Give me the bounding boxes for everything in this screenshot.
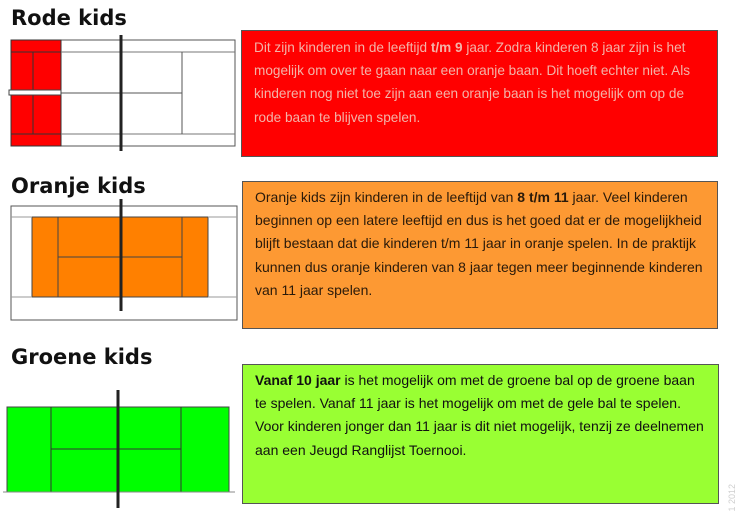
rode-kids-text: Dit zijn kinderen in de leeftijd t/m 9 jaar. Zodra kinderen 8 jaar zijn is het mogelijk om over te gaan naar een oranje baan. Dit hoeft echter niet. Als kinderen nog niet toe zijn aan een oranje baan is het mogelijk om op de rode baan te blijven spelen.: [254, 40, 691, 125]
oranje-kids-info-box: [242, 181, 718, 329]
groene-kids-text: Vanaf 10 jaar is het mogelijk om met de groene bal op de groene baan te spelen. Vanaf 11 jaar is het mogelijk om met de gele bal te spelen. Voor kinderen jonger dan 11 jaar is dit niet mogelijk, tenzij ze deelnemen aan een Jeugd Ranglijst Toernooi.: [255, 372, 704, 458]
heading-groene-kids: Groene kids: [11, 345, 153, 369]
heading-oranje-kids: Oranje kids: [11, 174, 146, 198]
watermark-text: 1 2012: [727, 484, 737, 512]
oranje-kids-text: Oranje kids zijn kinderen in de leeftijd van 8 t/m 11 jaar. Veel kinderen beginnen op een latere leeftijd en dus is het goed dat er de mogelijkheid blijft bestaan dat die kinderen t/m 11 jaar in oranje spelen. In de praktijk kunnen dus oranje kinderen van 8 jaar tegen meer beginnende kinderen van 11 jaar spelen.: [255, 189, 703, 298]
green-court-diagram: [3, 388, 235, 508]
rode-kids-info-box: [241, 30, 718, 157]
red-court-diagram: [8, 34, 238, 152]
orange-court-diagram: [8, 199, 238, 331]
groene-kids-info-box: [242, 364, 719, 504]
heading-rode-kids: Rode kids: [11, 6, 127, 30]
